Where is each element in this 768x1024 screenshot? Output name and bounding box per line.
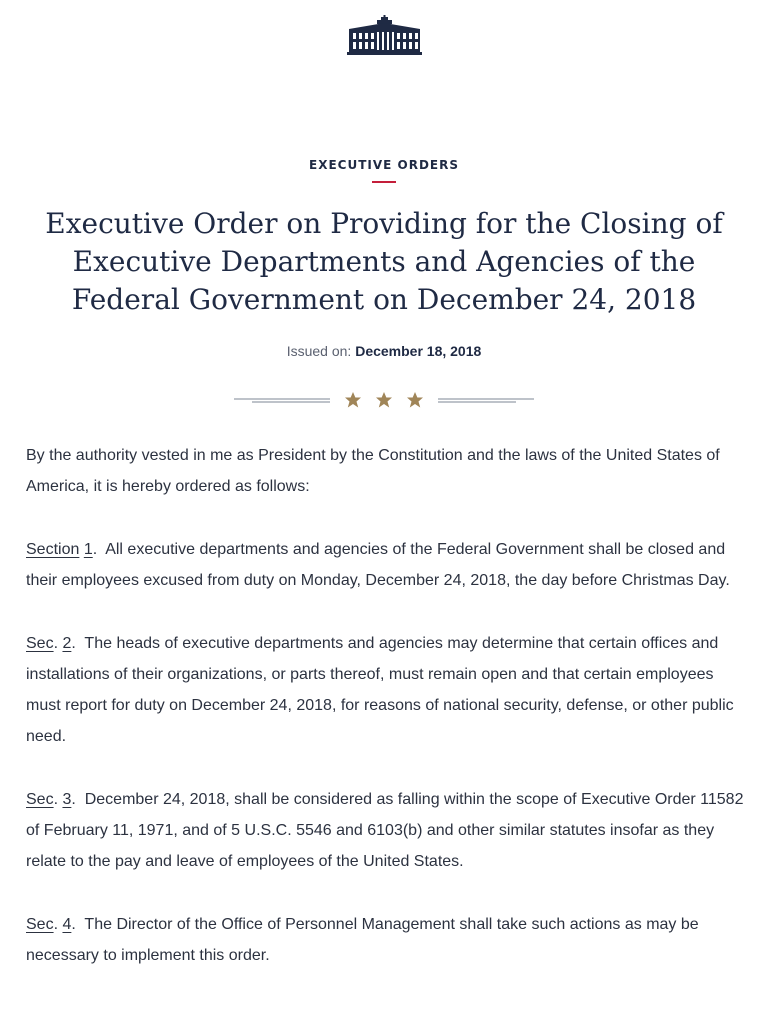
page-title: Executive Order on Providing for the Closing of Executive Departments and Agencies of the Federal Government on December 24, 2018 — [45, 207, 723, 316]
white-house-icon[interactable] — [347, 15, 422, 55]
issued-label: Issued on: — [286, 343, 352, 359]
category-underline — [372, 181, 396, 183]
section-number: 2 — [62, 635, 72, 652]
section-text: The heads of executive departments and agencies may determine that certain offices and installations of their organizations, or parts thereof, must remain open and that certain employees must report for duty on December 24, 2018, for reasons of national security, defense, or other public need. — [26, 635, 734, 745]
category-label[interactable]: EXECUTIVE ORDERS — [309, 158, 459, 172]
issued-date-value: December 18, 2018 — [355, 343, 482, 359]
section-number: 1 — [83, 541, 93, 558]
section-label: Sec — [26, 791, 54, 808]
section-label: Sec — [26, 916, 54, 933]
section-text: December 24, 2018, shall be considered as falling within the scope of Executive Order 11582 of February 11, 1971, and of 5 U.S.C. 5546 and 6103(b) and other similar statutes insofar as they relate to the pay and leave of employees of the United States. — [26, 791, 744, 870]
section-number: 4 — [62, 916, 72, 933]
preamble-text: By the authority vested in me as President by the Constitution and the laws of the United States of America, it is hereby ordered as follows: — [26, 447, 720, 495]
section-2-paragraph: Sec. 2. The heads of executive departments and agencies may determine that certain offices and installations of their organizations, or parts thereof, must remain open and that certain employees must report for duty on December 24, 2018, for reasons of national security, defense, or other public need. — [26, 635, 734, 745]
order-body — [26, 440, 746, 1003]
section-number: 3 — [62, 791, 72, 808]
section-label: Sec — [26, 635, 54, 652]
section-text: All executive departments and agencies of the Federal Government shall be closed and their employees excused from duty on Monday, December 24, 2018, the day before Christmas Day. — [26, 541, 730, 589]
issued-date — [0, 343, 768, 359]
section-4-paragraph: Sec. 4. The Director of the Office of Personnel Management shall take such actions as may be necessary to implement this order. — [26, 916, 699, 964]
section-1-paragraph: Section 1. All executive departments and agencies of the Federal Government shall be closed and their employees excused from duty on Monday, December 24, 2018, the day before Christmas Day. — [26, 541, 730, 589]
stars-icon — [234, 388, 534, 412]
section-3-paragraph: Sec. 3. December 24, 2018, shall be considered as falling within the scope of Executive Order 11582 of February 11, 1971, and of 5 U.S.C. 5546 and 6103(b) and other similar statutes insofar as they relate to the pay and leave of employees of the United States. — [26, 791, 744, 870]
section-label: Section — [26, 541, 80, 558]
section-text: The Director of the Office of Personnel Management shall take such actions as may be necessary to implement this order. — [26, 916, 699, 964]
preamble-paragraph — [26, 440, 746, 502]
